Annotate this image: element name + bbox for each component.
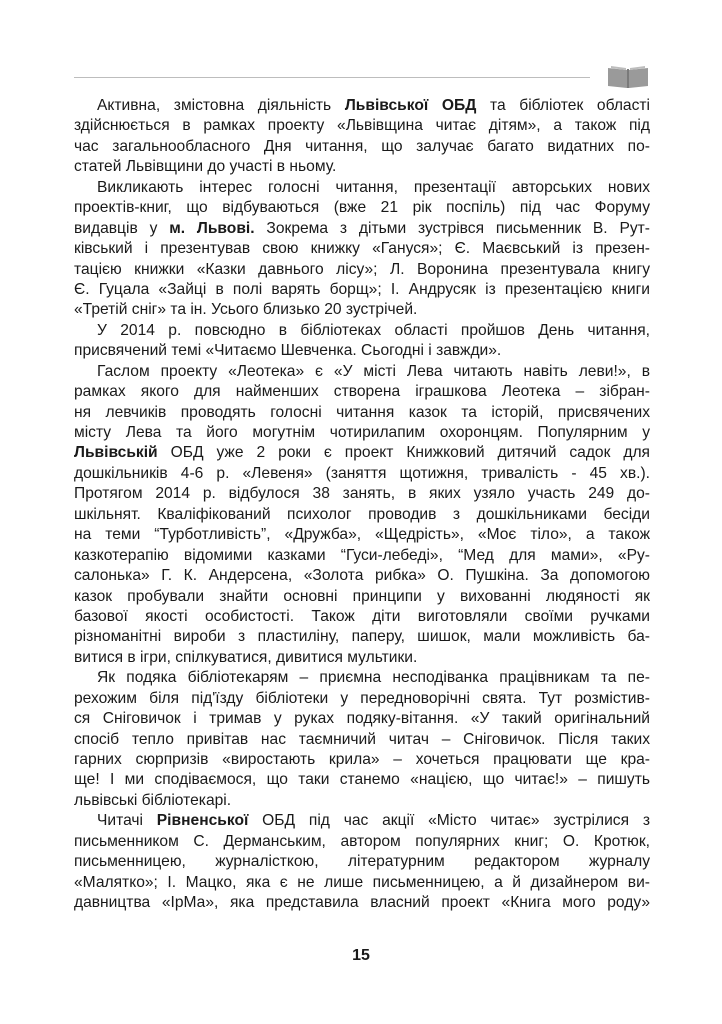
text-segment: присвячений темі «Читаємо Шевченка. Сьогодні і завжди». — [74, 342, 502, 360]
text-line — [74, 689, 650, 709]
bold-text: Львівській — [74, 444, 158, 462]
body-text — [74, 96, 650, 914]
text-segment: Зокрема з дітьми зустрівся письменник В. Рут- — [254, 219, 650, 237]
text-segment: ківський і презентував свою книжку «Гануся»; Є. Маєвський із презен- — [74, 240, 650, 258]
text-segment: ОБД під час акції «Місто читає» зустрілися з — [248, 812, 650, 830]
text-line — [74, 96, 650, 116]
text-segment: та бібліотек області — [476, 97, 650, 114]
text-line — [74, 852, 650, 872]
text-line — [74, 627, 650, 647]
text-segment: рехожим біля під'їзду бібліотеки у передноворічні свята. Тут розмістив- — [74, 689, 650, 707]
text-segment: на теми “Турботливість”, «Дружба», «Щедрість», «Моє тіло», а також — [74, 526, 650, 544]
text-line — [74, 709, 650, 729]
text-line — [74, 280, 650, 300]
text-line — [74, 832, 650, 852]
text-segment: базової якості особистості. Також діти виготовляли своїми ручками — [74, 607, 650, 625]
text-line — [74, 219, 650, 239]
text-segment: «Третій сніг» та ін. Усього близько 20 зустрічей. — [74, 301, 418, 319]
text-line — [74, 893, 650, 913]
text-line — [74, 464, 650, 484]
text-line — [74, 362, 650, 382]
text-segment: видавців у — [74, 219, 170, 237]
text-line — [74, 873, 650, 893]
text-segment: час загальнообласного Дня читання, що залучає багато видатних по- — [74, 137, 650, 155]
text-segment: письменницею, журналісткою, літературним редактором журналу — [74, 853, 650, 871]
text-segment: гарних сюрпризів «виростають крила» – хочеться працювати ще кра- — [74, 751, 650, 768]
text-segment: давництва «ІрМа», яка представила власний проект «Книга мого роду» — [74, 894, 650, 912]
text-segment: витися в ігри, спілкуватися, дивитися мультики. — [74, 648, 418, 666]
text-line — [74, 750, 650, 770]
open-book-icon — [606, 62, 650, 90]
text-segment: різноманітні вироби з пластиліну, паперу, шишок, мали можливість ба- — [74, 628, 650, 646]
text-line — [74, 607, 650, 627]
text-segment: салонька» Г. К. Андерсена, «Золота рибка» О. Пушкіна. За допомогою — [74, 567, 650, 585]
bold-text: Рівненської — [156, 812, 249, 830]
text-line — [74, 137, 650, 157]
text-segment: спосіб тепло привітав нас таємничий читач – Сніговичок. Після таких — [74, 730, 650, 748]
text-line — [74, 178, 650, 198]
text-line — [74, 505, 650, 525]
text-line — [74, 382, 650, 402]
text-segment: Протягом 2014 р. відбулося 38 занять, в яких узяло участь 249 до- — [74, 485, 650, 503]
text-segment: казкотерапію відомими казками “Гуси-лебеді», “Мед для мами», «Ру- — [74, 546, 650, 564]
text-line — [74, 668, 650, 688]
text-line — [74, 198, 650, 218]
text-segment: місту Лева та його могутнім чотирилапим охоронцям. Популярним у — [74, 424, 650, 441]
text-segment: рамках якого для найменших створена іграшкова Леотека – зібран- — [74, 383, 650, 401]
text-line — [74, 546, 650, 566]
page-number: 15 — [352, 947, 370, 964]
text-line — [74, 239, 650, 259]
text-segment: У 2014 р. повсюдно в бібліотеках області пройшов День читання, — [97, 321, 650, 339]
text-line — [74, 116, 650, 136]
paragraph — [74, 362, 650, 669]
text-segment: казок пробували знайти основні принципи у вихованні людяності як — [74, 587, 650, 605]
bold-text: Львівської ОБД — [344, 97, 477, 114]
text-line — [74, 260, 650, 280]
paragraph — [74, 96, 650, 178]
paragraph — [74, 178, 650, 321]
text-line — [74, 403, 650, 423]
text-segment: Є. Гуцала «Зайці в полі варять борщ»; І. Андрусяк із презентацією книги — [74, 280, 650, 298]
text-line — [74, 341, 650, 361]
text-segment: «Малятко»; І. Мацко, яка є не лише письменницею, а й дизайнером ви- — [74, 873, 650, 891]
text-segment: ня левчиків проводять голосні читання казок та історій, присвячених — [74, 403, 650, 421]
text-segment: ще! І ми сподіваємося, що таки станемо «нацією, що читає!» – пишуть — [74, 771, 650, 789]
text-segment: статей Львівщини до участі в ньому. — [74, 158, 337, 176]
paragraph — [74, 668, 650, 811]
text-segment: Як подяка бібліотекарям – приємна несподіванка працівникам та пе- — [97, 669, 650, 687]
text-segment: здійснюється в рамках проекту «Львівщина читає дітям», а також під — [74, 117, 650, 135]
bold-text: м. Львові. — [169, 219, 255, 237]
text-line — [74, 300, 650, 320]
text-segment: Читачі — [97, 812, 157, 830]
paragraph — [74, 321, 650, 362]
text-segment: Активна, змістовна діяльність — [97, 97, 345, 114]
text-line — [74, 648, 650, 668]
text-segment: ся Сніговичок і тримав у руках подяку-вітання. «У такий оригінальний — [74, 710, 650, 728]
text-segment: тацією книжки «Казки давнього лісу»; Л. Воронина презентувала книгу — [74, 260, 650, 278]
text-line — [74, 730, 650, 750]
text-line — [74, 423, 650, 443]
text-segment: львівські бібліотекарі. — [74, 791, 232, 809]
text-line — [74, 587, 650, 607]
text-line — [74, 321, 650, 341]
text-line — [74, 566, 650, 586]
text-segment: ОБД уже 2 роки є проект Книжковий дитячий садок для — [157, 444, 650, 462]
text-segment: проектів-книг, що відбуваються (вже 21 рік поспіль) під час Форуму — [74, 199, 650, 217]
text-segment: шкільнят. Кваліфікований психолог проводив з дошкільниками бесіди — [74, 505, 650, 523]
text-segment: дошкільників 4-6 р. «Левеня» (заняття щотижня, тривалість - 45 хв.). — [74, 464, 650, 482]
text-line — [74, 443, 650, 463]
text-line — [74, 770, 650, 790]
text-segment: Викликають інтерес голосні читання, презентації авторських нових — [97, 178, 650, 196]
text-segment: письменником С. Дерманським, автором популярних книг; О. Кротюк, — [74, 832, 650, 850]
paragraph — [74, 811, 650, 913]
header-rule — [74, 77, 590, 78]
text-line — [74, 811, 650, 831]
text-segment: Гаслом проекту «Леотека» є «У місті Лева читають навіть леви!», в — [97, 362, 650, 380]
text-line — [74, 484, 650, 504]
text-line — [74, 157, 650, 177]
text-line — [74, 525, 650, 545]
text-line — [74, 791, 650, 811]
